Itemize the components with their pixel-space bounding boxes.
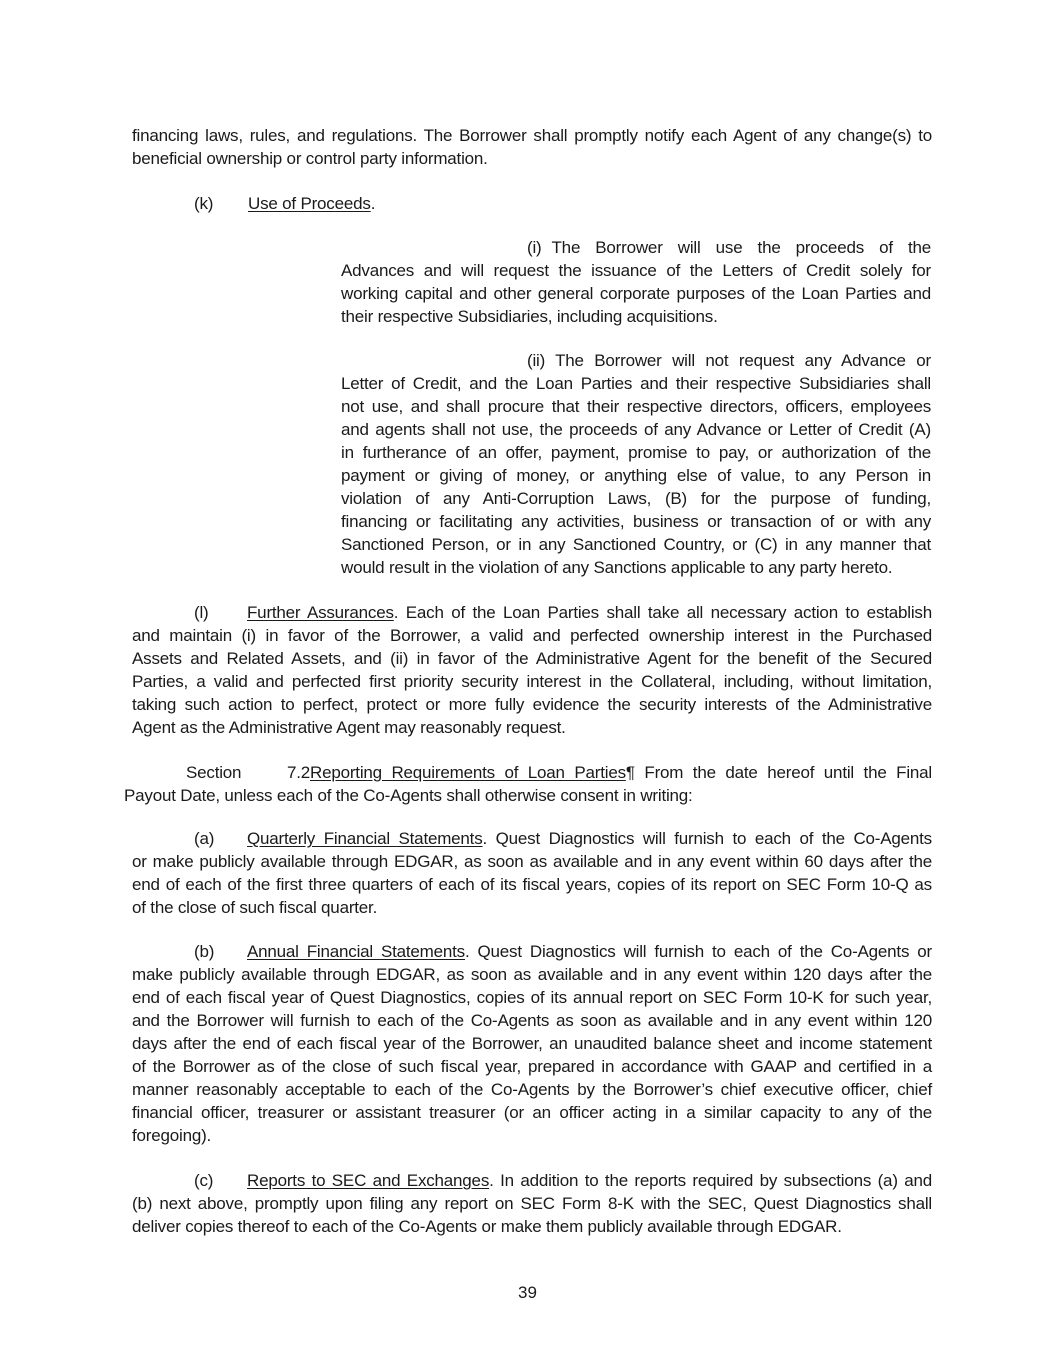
first-line-tail: . Quest Diagnostics will furnish to each of the Co-Agents [482,829,932,848]
first-line-tail: . Quest Diagnostics will furnish to each of the Co-Agents or [464,942,932,961]
first-line-tail: . In addition to the reports required by subsections (a) and [489,1171,932,1190]
section-line: and maintain (i) in favor of the Borrower, a valid and perfected ownership interest in the Purchased [132,626,932,645]
subsection-marker: (i) [527,238,542,257]
section-line: of the close of such fiscal quarter. [132,898,378,917]
subsection-marker: (ii) [527,351,546,370]
section-first-line [124,761,932,784]
section-k-heading [194,192,594,215]
section-label: Section 7.2 [186,763,310,782]
subsection-line: The Borrower will use the proceeds of the [551,238,931,257]
section-marker: (a) [194,829,215,848]
section-line: Payout Date, unless each of the Co-Agents shall otherwise consent in writing: [124,786,693,805]
section-marker: (c) [194,1171,214,1190]
section-heading: Further Assurances [247,603,394,622]
subsection-line: Letter of Credit, and the Loan Parties and their respective Subsidiaries shall [341,374,931,393]
heading-tail: . [370,194,376,213]
subsection-k-i [341,236,931,328]
intro-line: beneficial ownership or control party information. [132,149,488,168]
section-line: manner reasonably acceptable to each of the Co-Agents by the Borrower’s chief executive officer, chief [132,1080,932,1099]
section-marker: (k) [194,194,214,213]
section-line: make publicly available through EDGAR, as soon as available and in any event within 120 days after the [132,965,932,984]
subsection-line: in furtherance of an offer, payment, promise to pay, or authorization of the [341,443,931,462]
section-b [132,940,932,1147]
section-marker: (l) [194,603,209,622]
section-line: Parties, a valid and perfected first priority security interest in the Collateral, including, without limitation, [132,672,932,691]
subsection-line: and agents shall not use, the proceeds of any Advance or Letter of Credit (A) [341,420,931,439]
subsection-line: payment or giving of money, or anything else of value, to any Person in [341,466,931,485]
subsection-line: working capital and other general corporate purposes of the Loan Parties and [341,284,931,303]
subsection-line: financing or facilitating any activities, business or transaction of or with any [341,512,931,531]
section-line: (b) next above, promptly upon filing any report on SEC Form 8-K with the SEC, Quest Diagnostics shall [132,1194,932,1213]
section-line: of the Borrower as of the close of such fiscal year, prepared in accordance with GAAP and certified in a [132,1057,932,1076]
section-heading: Reporting Requirements of Loan Parties [310,763,626,782]
section-line: end of each fiscal year of Quest Diagnostics, copies of its annual report on SEC Form 10-K for such year, [132,988,932,1007]
section-line: foregoing). [132,1126,212,1145]
section-heading: Quarterly Financial Statements [247,829,483,848]
section-line: financial officer, treasurer or assistant treasurer (or an officer acting in a similar capacity to any of the [132,1103,932,1122]
intro-paragraph [132,124,932,170]
subsection-first-line [341,236,931,259]
section-marker: (b) [194,942,215,961]
subsection-line: not use, and shall procure that their respective directors, officers, employees [341,397,931,416]
subsection-first-line [341,349,931,372]
subsection-k-ii [341,349,931,579]
section-line: days after the end of each fiscal year of the Borrower, an unaudited balance sheet and income statement [132,1034,932,1053]
section-a [132,827,932,919]
section-line: deliver copies thereof to each of the Co-Agents or make them publicly available through EDGAR. [132,1217,842,1236]
section-line: or make publicly available through EDGAR, as soon as available and in any event within 60 days after the [132,852,932,871]
subsection-line: Advances and will request the issuance of the Letters of Credit solely for [341,261,931,280]
section-heading: Reports to SEC and Exchanges [247,1171,490,1190]
first-line-tail: From the date hereof until the Final [634,763,932,782]
section-heading: Annual Financial Statements [247,942,465,961]
section-line: Assets and Related Assets, and (ii) in favor of the Administrative Agent for the benefit of the Secured [132,649,932,668]
section-line: and the Borrower will furnish to each of the Co-Agents as soon as available and in any event within 120 [132,1011,932,1030]
first-line-tail: . Each of the Loan Parties shall take all necessary action to establish [393,603,932,622]
page-number: 39 [518,1283,537,1302]
section-7-2 [124,761,932,807]
section-line: end of each of the first three quarters of each of its fiscal years, copies of its report on SEC Form 10-Q as [132,875,932,894]
pilcrow: ¶ [625,763,635,782]
section-line: taking such action to perfect, protect or more fully evidence the security interests of the Administrative [132,695,932,714]
subsection-line: would result in the violation of any Sanctions applicable to any party hereto. [341,558,893,577]
section-first-line [132,827,932,850]
section-first-line [132,940,932,963]
subsection-line: their respective Subsidiaries, including acquisitions. [341,307,718,326]
section-c [132,1169,932,1238]
section-first-line [132,601,932,624]
section-first-line [132,1169,932,1192]
subsection-line: violation of any Anti-Corruption Laws, (B) for the purpose of funding, [341,489,931,508]
section-heading: Use of Proceeds [248,194,371,213]
section-line: Agent as the Administrative Agent may reasonably request. [132,718,566,737]
section-l [132,601,932,739]
subsection-line: The Borrower will not request any Advance or [555,351,931,370]
subsection-line: Sanctioned Person, or in any Sanctioned Country, or (C) in any manner that [341,535,931,554]
intro-line: financing laws, rules, and regulations. The Borrower shall promptly notify each Agent of any change(s) to [132,126,932,145]
